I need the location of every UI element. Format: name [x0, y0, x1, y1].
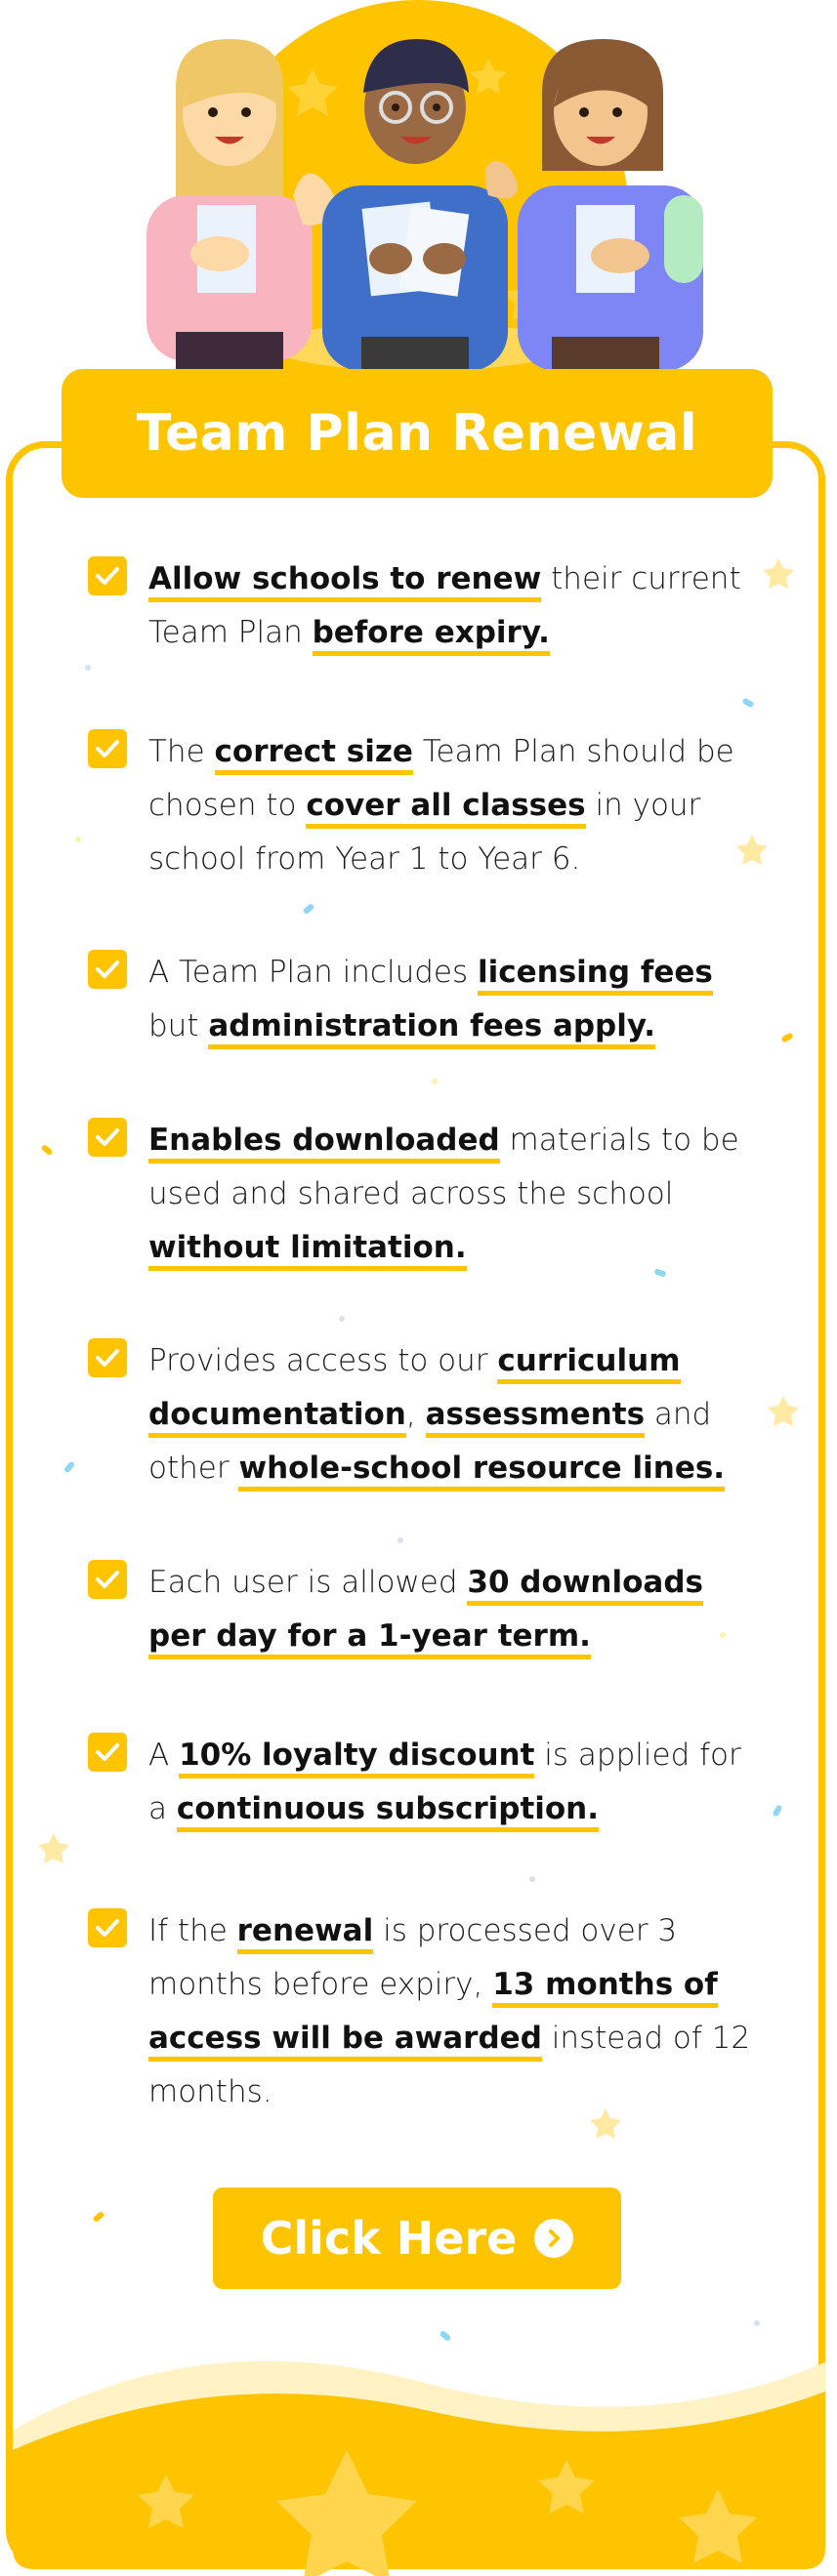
list-item: [88, 552, 752, 660]
checkbox-check-icon: [88, 950, 127, 989]
list-item: [88, 1556, 752, 1663]
list-item: [88, 946, 752, 1053]
page-title: Team Plan Renewal: [136, 404, 698, 463]
bottom-wave-decoration: [0, 2304, 837, 2576]
list-item: [88, 725, 752, 886]
hero-illustration: [0, 0, 837, 371]
list-item: [88, 1729, 752, 1836]
click-here-button[interactable]: [213, 2188, 621, 2289]
checkbox-check-icon: [88, 1733, 127, 1772]
item-text: If the renewal is processed over 3 months before expiry, 13 months of access will be awarded instead of 12 months.: [148, 1913, 751, 2109]
checkbox-check-icon: [88, 556, 127, 595]
item-text: The correct size Team Plan should be chosen to cover all classes in your school from Year 1 to Year 6.: [148, 734, 734, 877]
chevron-right-circle-icon: [534, 2219, 573, 2258]
checkbox-check-icon: [88, 729, 127, 768]
title-banner: [62, 369, 773, 498]
list-item: [88, 1334, 752, 1495]
item-text: A 10% loyalty discount is applied for a continuous subscription.: [148, 1729, 752, 1836]
item-text: Enables downloaded materials to be used and shared across the school without limitation.: [148, 1114, 752, 1275]
checkbox-check-icon: [88, 1338, 127, 1377]
checkbox-check-icon: [88, 1908, 127, 1947]
item-text: Provides access to our curriculum documentation, assessments and other whole-school resource lines.: [148, 1334, 752, 1495]
item-text: A Team Plan includes licensing fees but administration fees apply.: [148, 946, 752, 1053]
item-text: Each user is allowed 30 downloads per day for a 1-year term.: [148, 1556, 752, 1663]
list-item: [88, 1114, 752, 1275]
item-text: Allow schools to renew their current Team Plan before expiry.: [148, 552, 752, 660]
checkbox-check-icon: [88, 1560, 127, 1599]
list-item: [88, 1904, 752, 2119]
click-here-label: Click Here: [260, 2212, 518, 2265]
checkbox-check-icon: [88, 1118, 127, 1157]
